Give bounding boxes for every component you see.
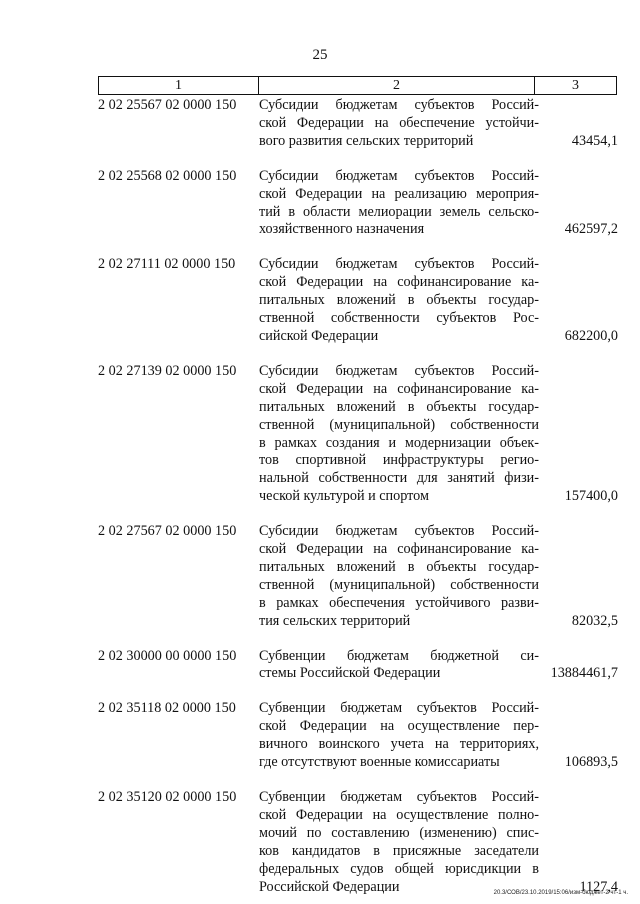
description-line: вого развития сельских территорий xyxy=(259,132,474,149)
row-amount: 106893,5 xyxy=(564,754,618,771)
description-line: Субвенции бюджетам бюджетной си- xyxy=(259,647,539,664)
budget-code: 2 02 27111 02 0000 150 xyxy=(98,256,236,273)
footer-document-code: 20.3/СОВ/23.10.2019/15:06/изм-бюджет-2 чт-1 ч. xyxy=(493,890,628,896)
description-line: Субсидии бюджетам субъектов Россий- xyxy=(259,97,539,113)
description-line: Субсидии бюджетам субъектов Россий- xyxy=(259,362,539,379)
table-row xyxy=(98,363,618,506)
description-line: тия сельских территорий xyxy=(259,612,411,629)
row-amount: 43454,1 xyxy=(571,132,618,149)
row-description xyxy=(259,363,539,506)
row-amount: 157400,0 xyxy=(564,488,618,505)
description-line: сийской Федерации xyxy=(259,327,379,344)
description-line: Субсидии бюджетам субъектов Россий- xyxy=(259,167,539,184)
description-line: стемы Российской Федерации xyxy=(259,665,441,682)
column-header-3: 3 xyxy=(535,77,617,95)
budget-code: 2 02 27567 02 0000 150 xyxy=(98,523,237,540)
row-description xyxy=(259,97,539,151)
row-description xyxy=(259,789,539,896)
description-line: ственной (муниципальной) собственности xyxy=(259,576,539,593)
row-description xyxy=(259,168,539,240)
description-line: ственной собственности субъектов Рос- xyxy=(259,310,539,327)
description-line: питальных вложений в объекты государ- xyxy=(259,398,539,415)
description-line: Субсидии бюджетам субъектов Россий- xyxy=(259,256,539,273)
table-row xyxy=(98,789,618,896)
description-line: хозяйственного назначения xyxy=(259,221,425,238)
description-line: в рамках создания и модернизации объек- xyxy=(259,434,539,451)
description-line: питальных вложений в объекты государ- xyxy=(259,292,539,309)
table-row xyxy=(98,700,618,772)
table-row xyxy=(98,523,618,630)
description-line: питальных вложений в объекты государ- xyxy=(259,558,539,575)
budget-code: 2 02 35120 02 0000 150 xyxy=(98,789,237,805)
budget-code: 2 02 27139 02 0000 150 xyxy=(98,362,237,379)
description-line: ственной (муниципальной) собственности xyxy=(259,416,539,433)
description-line: мочий по составлению (изменению) спис- xyxy=(259,824,539,841)
description-line: Субсидии бюджетам субъектов Россий- xyxy=(259,523,539,540)
table-row xyxy=(98,97,618,151)
row-amount: 462597,2 xyxy=(564,221,618,238)
table-header xyxy=(98,76,617,95)
column-header-1: 1 xyxy=(99,77,259,95)
description-line: Российской Федерации xyxy=(259,878,400,895)
row-amount: 1127,4 xyxy=(579,878,618,895)
row-description xyxy=(259,648,539,684)
description-line: Субвенции бюджетам субъектов Россий- xyxy=(259,700,539,717)
description-line: в рамках обеспечения устойчивого разви- xyxy=(259,594,539,611)
description-line: ской Федерации на осуществление полно- xyxy=(259,806,539,823)
budget-code: 2 02 25568 02 0000 150 xyxy=(98,167,237,184)
table-row xyxy=(98,168,618,240)
row-description xyxy=(259,523,539,630)
description-line: где отсутствуют военные комиссариаты xyxy=(259,754,500,771)
description-line: ской Федерации на реализацию мероприя- xyxy=(259,185,539,202)
description-line: вичного воинского учета на территориях, xyxy=(259,736,539,753)
description-line: ской Федерации на софинансирование ка- xyxy=(259,380,539,397)
description-line: нальной собственности для занятий физи- xyxy=(259,470,539,487)
row-amount: 82032,5 xyxy=(571,612,618,629)
page-number: 25 xyxy=(312,47,328,63)
budget-code: 2 02 25567 02 0000 150 xyxy=(98,97,237,113)
budget-code: 2 02 35118 02 0000 150 xyxy=(98,700,236,717)
row-amount: 13884461,7 xyxy=(550,665,618,682)
description-line: федеральных судов общей юрисдикции в xyxy=(259,860,539,877)
description-line: тий в области мелиорации земель сельско- xyxy=(259,203,539,220)
description-line: ской Федерации на осуществление пер- xyxy=(259,718,539,735)
description-line: ской Федерации на софинансирование ка- xyxy=(259,274,539,291)
table-row xyxy=(98,256,618,346)
row-description xyxy=(259,700,539,772)
description-line: Субвенции бюджетам субъектов Россий- xyxy=(259,789,539,805)
column-header-2: 2 xyxy=(259,77,535,95)
description-line: ческой культурой и спортом xyxy=(259,488,429,505)
description-line: ков кандидатов в присяжные заседатели xyxy=(259,842,539,859)
budget-table-body xyxy=(98,97,618,896)
row-amount: 682200,0 xyxy=(564,327,618,344)
budget-code: 2 02 30000 00 0000 150 xyxy=(98,647,237,664)
description-line: ской Федерации на обеспечение устойчи- xyxy=(259,114,539,131)
table-row xyxy=(98,648,618,684)
description-line: тов спортивной инфраструктуры регио- xyxy=(259,452,539,469)
row-description xyxy=(259,256,539,346)
description-line: ской Федерации на софинансирование ка- xyxy=(259,541,539,558)
